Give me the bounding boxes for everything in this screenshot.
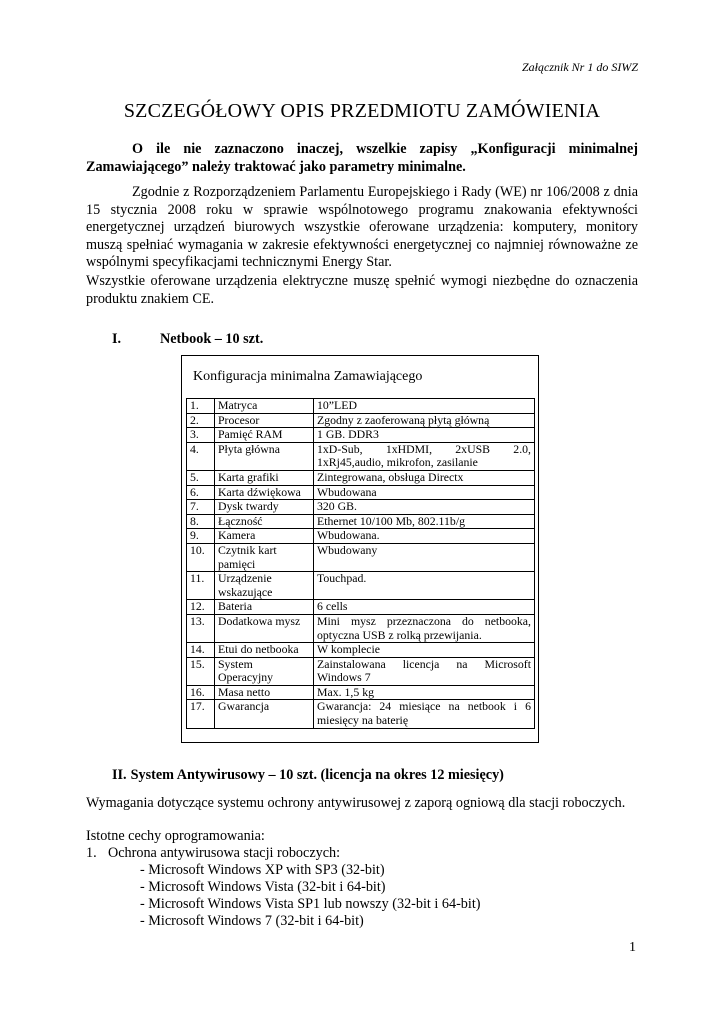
table-row xyxy=(187,485,535,500)
row-parameter: Pamięć RAM xyxy=(215,428,314,443)
row-number: 4. xyxy=(187,442,215,470)
spec-table xyxy=(186,398,535,729)
row-number: 5. xyxy=(187,470,215,485)
row-value: Wbudowana xyxy=(314,485,535,500)
row-number: 16. xyxy=(187,685,215,700)
table-row xyxy=(187,572,535,600)
row-value: Ethernet 10/100 Mb, 802.11b/g xyxy=(314,514,535,529)
page-number: 1 xyxy=(629,940,636,955)
row-value: 1 GB. DDR3 xyxy=(314,428,535,443)
row-number: 10. xyxy=(187,543,215,571)
row-value: Wbudowany xyxy=(314,543,535,571)
table-row xyxy=(187,428,535,443)
row-number: 14. xyxy=(187,643,215,658)
section-1-label: Netbook – 10 szt. xyxy=(160,331,264,347)
row-value: Touchpad. xyxy=(314,572,535,600)
row-parameter: Czytnik kart pamięci xyxy=(215,543,314,571)
table-row xyxy=(187,470,535,485)
row-number: 7. xyxy=(187,500,215,515)
row-value: 6 cells xyxy=(314,600,535,615)
table-row xyxy=(187,643,535,658)
table-row xyxy=(187,543,535,571)
page-title: SZCZEGÓŁOWY OPIS PRZEDMIOTU ZAMÓWIENIA xyxy=(123,100,601,122)
intro-paragraph: O ile nie zaznaczono inaczej, wszelkie zapisy „Konfiguracji minimalnej Zamawiającego” należy traktować jako parametry minimalne. xyxy=(86,141,638,175)
table-row xyxy=(187,399,535,414)
row-value: 1xD-Sub, 1xHDMI, 2xUSB 2.0, 1xRj45,audio, mikrofon, zasilanie xyxy=(314,442,535,470)
row-value: Zainstalowana licencja na Microsoft Windows 7 xyxy=(314,657,535,685)
table-row xyxy=(187,413,535,428)
row-parameter: Procesor xyxy=(215,413,314,428)
regulation-paragraph: Zgodnie z Rozporządzeniem Parlamentu Europejskiego i Rady (WE) nr 106/2008 z dnia 15 stycznia 2008 roku w sprawie wspólnotowego programu znakowania efektywności energetycznej urządzeń biurowych wszystkie oferowane urządzenia: komputery, monitory muszą spełniać wymagania w zakresie efektywności energetycznej co najmniej równoważne ze wspólnymi specyfikacjami technicznymi Energy Star. xyxy=(86,184,638,270)
requirements-paragraph: Wymagania dotyczące systemu ochrony antywirusowej z zaporą ogniową dla stacji roboczych. xyxy=(86,795,626,811)
row-parameter: Dodatkowa mysz xyxy=(215,614,314,642)
table-row xyxy=(187,442,535,470)
table-row xyxy=(187,700,535,728)
row-number: 2. xyxy=(187,413,215,428)
row-value: Zgodny z zaoferowaną płytą główną xyxy=(314,413,535,428)
table-row xyxy=(187,614,535,642)
row-parameter: Etui do netbooka xyxy=(215,643,314,658)
os-list-item: - Microsoft Windows Vista (32-bit i 64-bit) xyxy=(140,879,386,895)
row-parameter: Matryca xyxy=(215,399,314,414)
row-value: W komplecie xyxy=(314,643,535,658)
os-list-item: - Microsoft Windows XP with SP3 (32-bit) xyxy=(140,862,385,878)
row-number: 6. xyxy=(187,485,215,500)
list-item-1 xyxy=(86,845,638,862)
row-parameter: Urządzenie wskazujące xyxy=(215,572,314,600)
row-parameter: Bateria xyxy=(215,600,314,615)
row-parameter: Gwarancja xyxy=(215,700,314,728)
row-number: 13. xyxy=(187,614,215,642)
features-heading: Istotne cechy oprogramowania: xyxy=(86,828,265,844)
row-parameter: Kamera xyxy=(215,529,314,544)
row-parameter: Dysk twardy xyxy=(215,500,314,515)
row-parameter: System Operacyjny xyxy=(215,657,314,685)
row-parameter: Płyta główna xyxy=(215,442,314,470)
os-list xyxy=(140,862,481,930)
row-value: Wbudowana. xyxy=(314,529,535,544)
row-parameter: Masa netto xyxy=(215,685,314,700)
row-value: Max. 1,5 kg xyxy=(314,685,535,700)
row-value: 10”LED xyxy=(314,399,535,414)
row-number: 1. xyxy=(187,399,215,414)
table-row xyxy=(187,500,535,515)
os-list-item: - Microsoft Windows Vista SP1 lub nowszy (32-bit i 64-bit) xyxy=(140,896,481,912)
section-2-number: II. xyxy=(112,767,127,783)
annex-label: Załącznik Nr 1 do SIWZ xyxy=(521,60,638,74)
row-number: 3. xyxy=(187,428,215,443)
row-number: 9. xyxy=(187,529,215,544)
row-value: Mini mysz przeznaczona do netbooka, optyczna USB z rolką przewijania. xyxy=(314,614,535,642)
row-value: Zintegrowana, obsługa Directx xyxy=(314,470,535,485)
list-item-1-label: Ochrona antywirusowa stacji roboczych: xyxy=(108,845,341,861)
list-item-1-number: 1. xyxy=(86,845,97,861)
row-number: 15. xyxy=(187,657,215,685)
row-number: 12. xyxy=(187,600,215,615)
row-value: 320 GB. xyxy=(314,500,535,515)
table-row xyxy=(187,685,535,700)
row-number: 8. xyxy=(187,514,215,529)
spec-table-heading: Konfiguracja minimalna Zamawiającego xyxy=(193,369,423,384)
row-parameter: Karta dźwiękowa xyxy=(215,485,314,500)
row-value: Gwarancja: 24 miesiące na netbook i 6 miesięcy na baterię xyxy=(314,700,535,728)
row-parameter: Karta grafiki xyxy=(215,470,314,485)
section-2-heading xyxy=(112,767,504,784)
table-row xyxy=(187,600,535,615)
row-parameter: Łączność xyxy=(215,514,314,529)
ce-paragraph: Wszystkie oferowane urządzenia elektryczne muszę spełnić wymogi niezbędne do oznaczenia produktu znakiem CE. xyxy=(86,273,638,307)
section-2-label: System Antywirusowy – 10 szt. (licencja na okres 12 miesięcy) xyxy=(130,767,504,783)
os-list-item: - Microsoft Windows 7 (32-bit i 64-bit) xyxy=(140,913,364,929)
row-number: 17. xyxy=(187,700,215,728)
table-row xyxy=(187,657,535,685)
table-row xyxy=(187,514,535,529)
spec-table-box xyxy=(181,355,539,743)
section-1-number: I. xyxy=(112,331,122,347)
row-number: 11. xyxy=(187,572,215,600)
table-row xyxy=(187,529,535,544)
